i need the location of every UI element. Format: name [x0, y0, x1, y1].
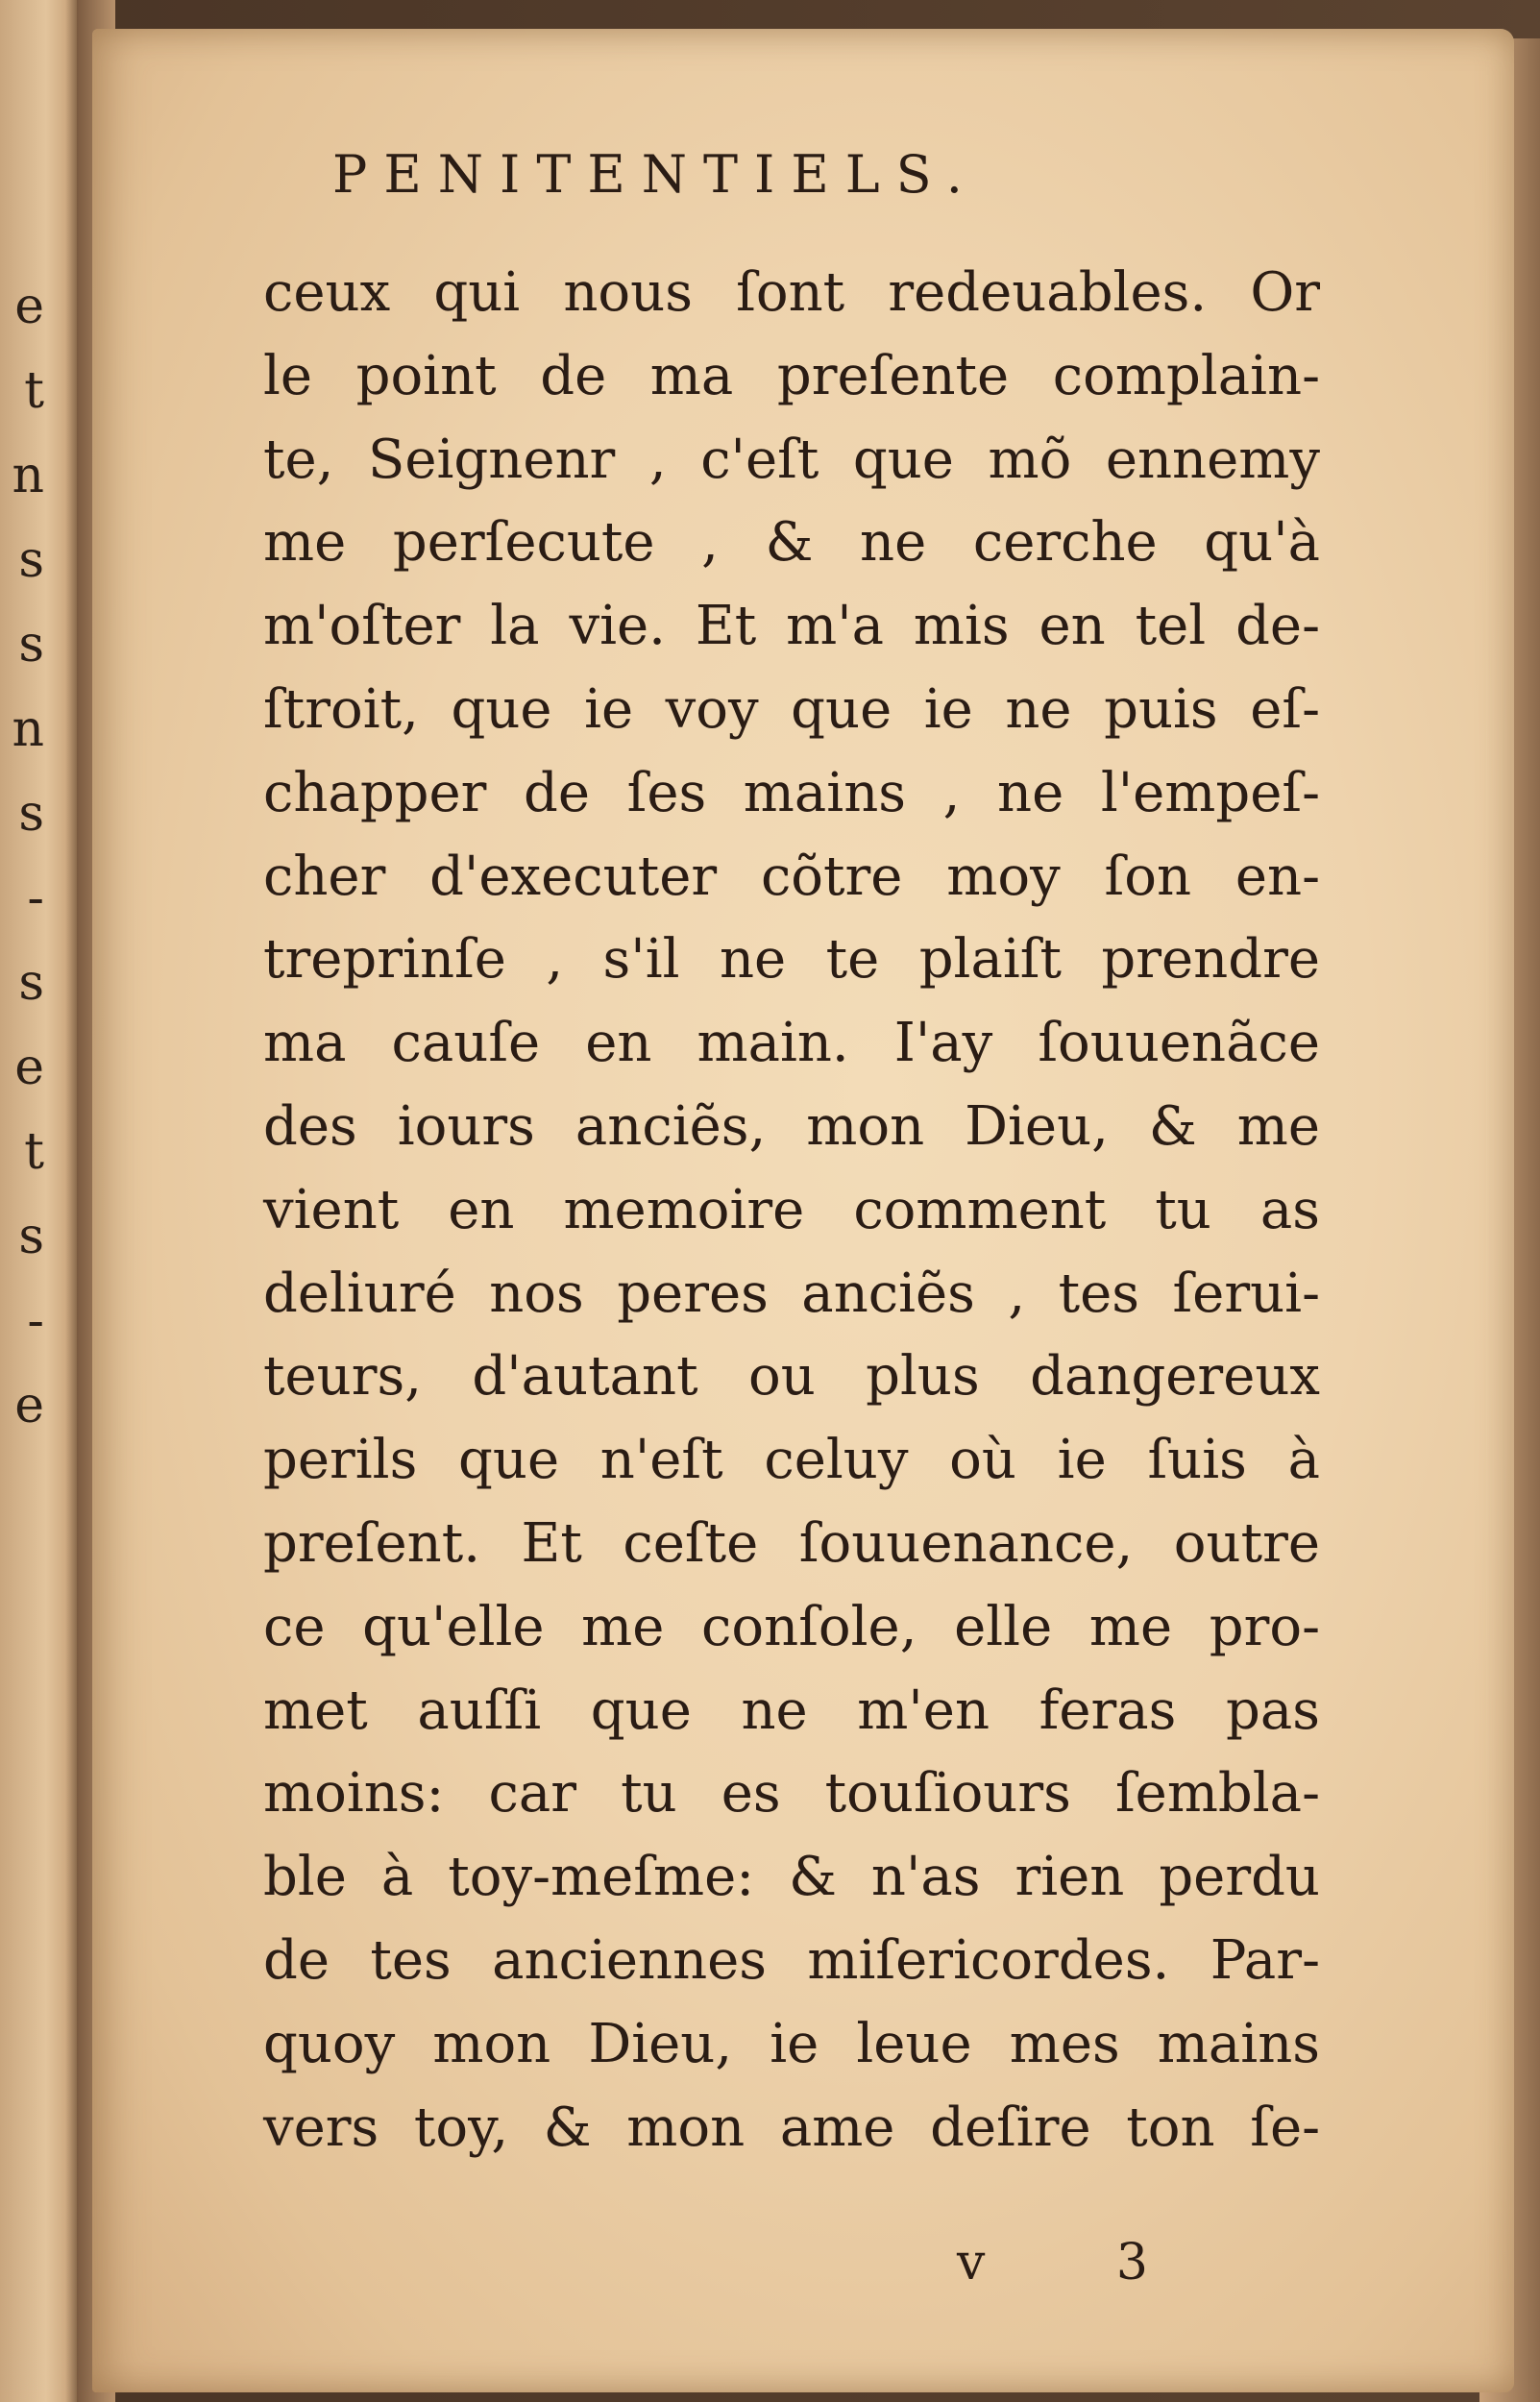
text-line: vient en memoire comment tu as — [263, 1178, 1320, 1241]
left-fragment: - — [27, 870, 44, 927]
left-page-text-fragments — [0, 264, 44, 1448]
left-fragment: s — [18, 1208, 44, 1265]
text-line: ble à toy-meſme: & n'as rien perdu — [263, 1846, 1320, 1909]
running-head: PENITENTIELS. — [332, 144, 979, 205]
left-fragment: s — [18, 785, 44, 843]
left-fragment: - — [27, 1292, 44, 1350]
text-line: cher d'executer cõtre moy ſon en- — [263, 845, 1320, 908]
text-line: de tes anciennes miſericordes. Par- — [263, 1928, 1320, 1992]
text-line: m'oſter la vie. Et m'a mis en tel de- — [263, 595, 1320, 658]
text-line: le point de ma preſente complain- — [263, 344, 1320, 407]
text-line: ma cauſe en main. I'ay ſouuenãce — [263, 1012, 1320, 1075]
text-line: quoy mon Dieu, ie leue mes mains — [263, 2012, 1320, 2075]
left-fragment: n — [12, 700, 44, 758]
left-fragment: t — [24, 362, 44, 420]
text-line: moins: car tu es touſiours ſembla- — [263, 1762, 1320, 1826]
text-line: me perſecute , & ne cerche qu'à — [263, 511, 1320, 575]
signature-mark: v 3 — [957, 2234, 1206, 2292]
text-line: chapper de ſes mains , ne l'empeſ- — [263, 761, 1320, 824]
text-line: teurs, d'autant ou plus dangereux — [263, 1345, 1320, 1409]
text-line: ceux qui nous ſont redeuables. Or — [263, 261, 1320, 324]
text-line: des iours anciẽs, mon Dieu, & me — [263, 1094, 1320, 1158]
left-fragment: e — [14, 1039, 44, 1096]
left-fragment: e — [14, 278, 44, 335]
text-line: deliuré nos peres anciẽs , tes ſerui- — [263, 1262, 1320, 1325]
text-line: treprinſe , s'il ne te plaiſt prendre — [263, 928, 1320, 992]
left-fragment: e — [14, 1377, 44, 1434]
text-line: met auſſi que ne m'en feras pas — [263, 1679, 1320, 1742]
left-fragment: s — [18, 954, 44, 1012]
text-line: preſent. Et ceſte ſouuenance, outre — [263, 1511, 1320, 1575]
text-line: vers toy, & mon ame deſire ton ſe- — [263, 2096, 1320, 2159]
text-line: perils que n'eſt celuy où ie ſuis à — [263, 1429, 1320, 1492]
left-fragment: s — [18, 531, 44, 589]
text-line: te, Seignenr , c'eſt que mõ ennemy — [263, 428, 1320, 491]
text-line: ſtroit, que ie voy que ie ne puis eſ- — [263, 677, 1320, 741]
left-fragment: t — [24, 1123, 44, 1181]
main-page — [92, 29, 1514, 2392]
left-fragment: s — [18, 616, 44, 674]
left-facing-page — [0, 0, 80, 2402]
text-line: ce qu'elle me conſole, elle me pro- — [263, 1595, 1320, 1658]
left-fragment: n — [12, 447, 44, 504]
body-text — [263, 252, 1320, 2169]
